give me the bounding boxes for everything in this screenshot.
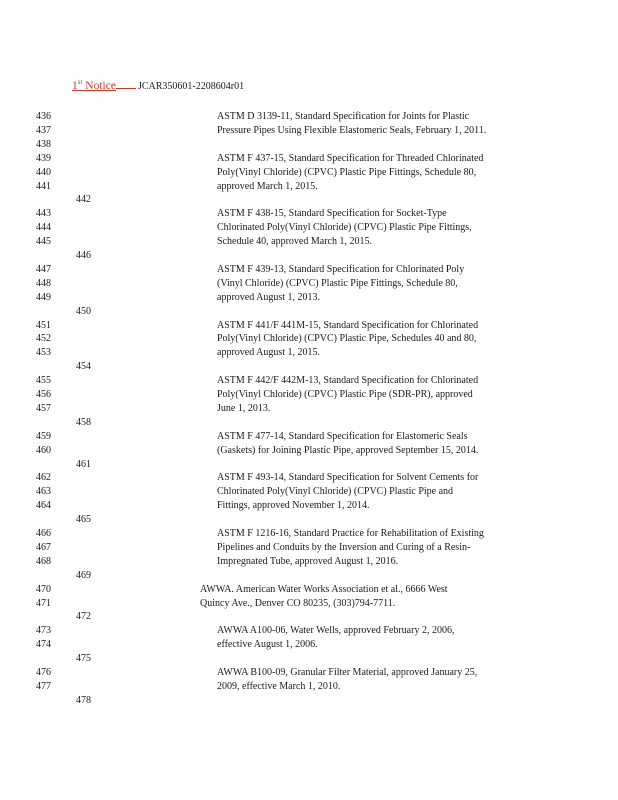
line-number: 446 [76, 250, 91, 261]
line-number: 460 [36, 444, 51, 456]
line-number: 476 [36, 667, 51, 678]
line-number: 461 [76, 458, 91, 470]
line-number: 442 [76, 194, 91, 206]
line-number: 453 [36, 347, 51, 359]
line-number: 436 [36, 111, 51, 122]
reference-text-line: Pipelines and Conduits by the Inversion and Curing of a Resin- [217, 541, 471, 553]
line-number: 440 [36, 166, 51, 178]
line-number: 450 [76, 305, 91, 317]
notice-label: 1st Notice [72, 78, 116, 92]
reference-text-line: ASTM F 477-14, Standard Specification for Elastomeric Seals [217, 430, 468, 442]
reference-text-line: approved August 1, 2015. [217, 347, 321, 359]
line-number: 439 [36, 152, 51, 164]
line-number: 467 [36, 541, 51, 553]
line-number: 464 [36, 500, 51, 512]
reference-text-line: AWWA B100-09, Granular Filter Material, approved January 25, [217, 667, 478, 678]
line-number: 474 [36, 639, 51, 651]
reference-text-line: Schedule 40, approved March 1, 2015. [217, 236, 372, 248]
line-number: 448 [36, 277, 51, 289]
line-number: 447 [36, 263, 51, 275]
line-number: 449 [36, 291, 51, 303]
line-number: 454 [76, 361, 91, 373]
reference-text-line: AWWA. American Water Works Association et al., 6666 West [200, 583, 448, 595]
reference-text-line: Poly(Vinyl Chloride) (CPVC) Plastic Pipe Fittings, Schedule 80, [217, 166, 477, 178]
reference-text-line: June 1, 2013. [217, 402, 271, 414]
reference-text-line: ASTM F 493-14, Standard Specification for Solvent Cements for [217, 472, 479, 484]
line-number: 475 [76, 653, 91, 665]
reference-text-line: ASTM D 3139-11, Standard Specification for Joints for Plastic [217, 111, 470, 122]
underline-gap [116, 87, 136, 89]
reference-text-line: AWWA A100-06, Water Wells, approved February 2, 2006, [217, 625, 455, 637]
reference-text-line: ASTM F 437-15, Standard Specification for Threaded Chlorinated [217, 152, 484, 164]
line-number: 445 [36, 236, 51, 248]
line-number: 466 [36, 528, 51, 539]
line-number: 468 [36, 555, 51, 567]
line-number: 452 [36, 333, 51, 345]
reference-text-line: approved August 1, 2013. [217, 291, 321, 303]
line-number: 458 [76, 416, 91, 428]
reference-text-line: Pressure Pipes Using Flexible Elastomeric Seals, February 1, 2011. [217, 124, 487, 136]
line-number: 438 [36, 138, 51, 150]
document-header [72, 78, 244, 92]
reference-text-line: 2009, effective March 1, 2010. [217, 680, 341, 692]
reference-text-line: (Gaskets) for Joining Plastic Pipe, approved September 15, 2014. [217, 444, 479, 456]
reference-text-line: approved March 1, 2015. [217, 180, 318, 192]
line-number: 457 [36, 402, 51, 414]
reference-text-line: Impregnated Tube, approved August 1, 2016. [217, 555, 399, 567]
line-number: 477 [36, 680, 51, 692]
line-number: 462 [36, 472, 51, 484]
line-number: 459 [36, 430, 51, 442]
line-number: 443 [36, 208, 51, 220]
line-number: 441 [36, 180, 51, 192]
line-number: 469 [76, 569, 91, 581]
reference-text-line: Fittings, approved November 1, 2014. [217, 500, 370, 512]
line-number: 470 [36, 583, 51, 595]
line-number: 478 [76, 694, 91, 706]
line-number: 456 [36, 389, 51, 400]
document-id: JCAR350601-2208604r01 [137, 80, 245, 92]
reference-text-line: Quincy Ave., Denver CO 80235, (303)794-7711. [200, 597, 396, 609]
reference-text-line: effective August 1, 2006. [217, 639, 318, 651]
reference-text-line: ASTM F 439-13, Standard Specification for Chlorinated Poly [217, 263, 465, 275]
reference-text-line: Chlorinated Poly(Vinyl Chloride) (CPVC) Plastic Pipe and [217, 486, 454, 498]
line-number: 437 [36, 124, 51, 136]
reference-text-line: Chlorinated Poly(Vinyl Chloride) (CPVC) Plastic Pipe Fittings, [217, 222, 472, 234]
reference-text-line: Poly(Vinyl Chloride) (CPVC) Plastic Pipe, Schedules 40 and 80, [217, 333, 477, 345]
line-number: 455 [36, 375, 51, 387]
reference-text-line: ASTM F 438-15, Standard Specification for Socket-Type [217, 208, 447, 220]
reference-text-line: (Vinyl Chloride) (CPVC) Plastic Pipe Fittings, Schedule 80, [217, 277, 458, 289]
line-number: 473 [36, 625, 51, 637]
reference-text-line: ASTM F 442/F 442M-13, Standard Specification for Chlorinated [217, 375, 479, 387]
line-number: 463 [36, 486, 51, 498]
line-number: 472 [76, 611, 91, 623]
reference-text-line: ASTM F 1216-16, Standard Practice for Rehabilitation of Existing [217, 528, 484, 539]
line-number: 465 [76, 514, 91, 526]
reference-text-line: ASTM F 441/F 441M-15, Standard Specification for Chlorinated [217, 319, 479, 331]
line-number: 471 [36, 597, 51, 609]
line-number: 451 [36, 319, 51, 331]
line-number: 444 [36, 222, 51, 234]
reference-text-line: Poly(Vinyl Chloride) (CPVC) Plastic Pipe (SDR-PR), approved [217, 389, 473, 400]
